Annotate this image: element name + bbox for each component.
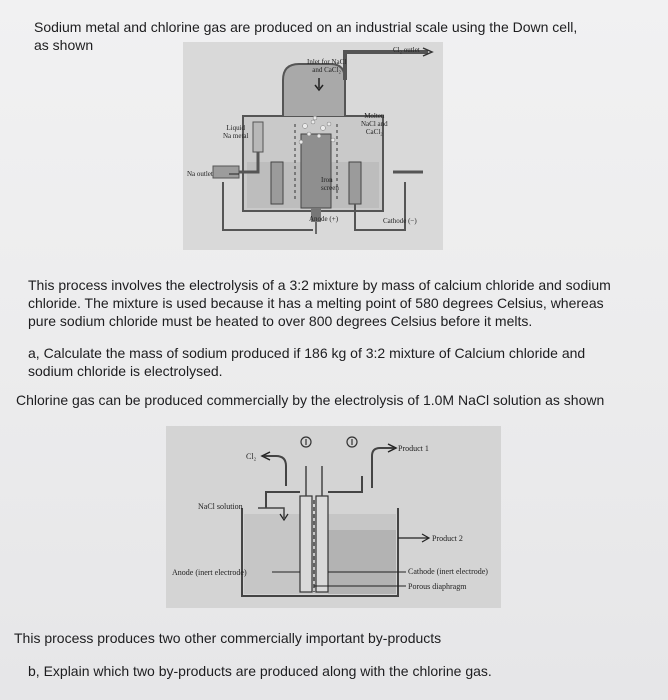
label-cathode: Cathode (−)	[383, 217, 417, 225]
label-na-outlet: Na outlet	[187, 170, 213, 178]
nacl-cell-diagram	[166, 426, 501, 608]
byproducts-intro: This process produces two other commercially important by-products	[14, 630, 442, 646]
label-iron-screen-line-2: screen	[321, 184, 339, 192]
label-molten-line-3: CaCl₂	[365, 128, 383, 136]
paragraph-1-line-2: chloride. The mixture is used because it has a melting point of 580 degrees Celsius, whereas	[28, 295, 604, 311]
label-inlet	[307, 58, 346, 74]
label-liquid-na	[223, 124, 248, 140]
question-a-line-2: sodium chloride is electrolysed.	[28, 363, 223, 379]
label-iron-screen	[321, 176, 339, 192]
label-molten-line-2: NaCl and	[361, 120, 388, 128]
label-molten	[361, 112, 388, 136]
question-a-line-1: a, Calculate the mass of sodium produced if 186 kg of 3:2 mixture of Calcium chloride and	[28, 345, 586, 361]
label-molten-line-1: Molten	[364, 112, 385, 120]
label-product-1: Product 1	[398, 444, 429, 453]
label-liquid-na-line-1: Liquid	[226, 124, 246, 132]
paragraph-1-line-1: This process involves the electrolysis of a 3:2 mixture by mass of calcium chloride and sodium	[28, 277, 611, 293]
intro-line-2: as shown	[34, 37, 94, 53]
label-nacl-cathode: Cathode (inert electrode)	[408, 567, 488, 576]
label-nacl-solution: NaCl solution	[198, 502, 243, 511]
label-anode: Anode (+)	[309, 215, 339, 223]
down-cell-figure	[183, 42, 443, 250]
question-b: b, Explain which two by-products are produced along with the chlorine gas.	[28, 663, 492, 679]
label-liquid-na-line-2: Na metal	[223, 132, 249, 140]
label-cl2-outlet: Cl₂ outlet	[393, 46, 420, 54]
label-nacl-anode: Anode (inert electrode)	[172, 568, 247, 577]
label-product-2: Product 2	[432, 534, 463, 543]
intro-line-1: Sodium metal and chlorine gas are produced on an industrial scale using the Down cell,	[34, 19, 578, 35]
paragraph-1-line-3: pure sodium chloride must be heated to over 800 degrees Celsius before it melts.	[28, 313, 533, 329]
label-inlet-line-1: Inlet for NaCl	[307, 58, 347, 66]
label-inlet-line-2: and CaCl₂	[312, 66, 341, 74]
nacl-cell-figure	[166, 426, 501, 608]
label-porous-diaphragm: Porous diaphragm	[408, 582, 467, 591]
label-iron-screen-line-1: Iron	[321, 176, 333, 184]
chlorine-intro: Chlorine gas can be produced commercially by the electrolysis of 1.0M NaCl solution as shown	[16, 392, 605, 408]
label-cl2: Cl₂	[246, 452, 257, 461]
